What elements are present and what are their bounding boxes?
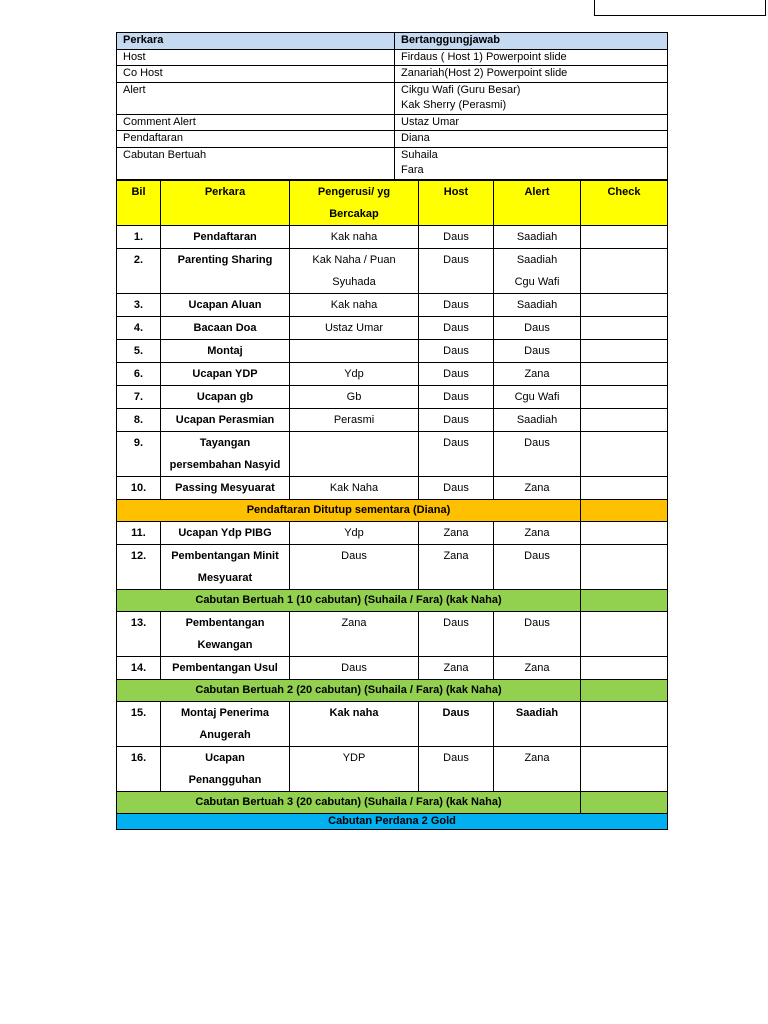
roles-header-perkara: Perkara xyxy=(117,33,395,50)
row-perkara-line: Ucapan gb xyxy=(196,391,254,403)
roles-perkara-cell: Pendaftaran xyxy=(117,131,395,148)
section-band-check-cell xyxy=(581,590,668,612)
row-alert xyxy=(494,386,581,409)
row-check-cell xyxy=(581,522,668,545)
row-alert-line: Daus xyxy=(524,345,550,357)
schedule-header-row xyxy=(117,181,668,226)
row-pengerusi-line: Ydp xyxy=(344,527,364,539)
row-perkara xyxy=(161,522,290,545)
row-pengerusi xyxy=(290,226,419,249)
schedule-table-body xyxy=(117,181,668,830)
row-perkara-line: Mesyuarat xyxy=(197,572,253,584)
row-perkara xyxy=(161,477,290,500)
roles-row xyxy=(117,114,668,131)
row-alert-line: Daus xyxy=(524,617,550,629)
row-pengerusi xyxy=(290,522,419,545)
row-pengerusi xyxy=(290,657,419,680)
row-pengerusi xyxy=(290,612,419,657)
row-pengerusi-line: Kak naha xyxy=(329,707,379,719)
roles-perkara-cell: Host xyxy=(117,49,395,66)
roles-row xyxy=(117,147,668,179)
section-band-check-cell xyxy=(581,680,668,702)
row-perkara xyxy=(161,317,290,340)
row-pengerusi xyxy=(290,340,419,363)
row-alert-line: Saadiah xyxy=(515,707,559,719)
row-host: Zana xyxy=(419,522,494,545)
row-pengerusi xyxy=(290,249,419,294)
row-host: Daus xyxy=(419,363,494,386)
row-alert-line: Zana xyxy=(524,752,550,764)
row-pengerusi-line: Kak Naha xyxy=(329,482,379,494)
row-alert xyxy=(494,702,581,747)
row-check-cell xyxy=(581,432,668,477)
row-perkara-line: Montaj xyxy=(207,345,243,357)
schedule-row xyxy=(117,747,668,792)
row-perkara xyxy=(161,340,290,363)
row-check-cell xyxy=(581,612,668,657)
row-alert-line: Zana xyxy=(524,527,550,539)
schedule-row xyxy=(117,340,668,363)
row-check-cell xyxy=(581,747,668,792)
row-number: 5. xyxy=(117,340,161,363)
row-host: Daus xyxy=(419,249,494,294)
schedule-table xyxy=(116,180,668,830)
roles-perkara-cell: Alert xyxy=(117,82,395,114)
row-pengerusi xyxy=(290,294,419,317)
roles-row xyxy=(117,82,668,114)
row-perkara-line: Ucapan xyxy=(205,752,245,764)
row-pengerusi-line: Kak naha xyxy=(330,299,378,311)
row-number: 4. xyxy=(117,317,161,340)
row-alert-line: Saadiah xyxy=(516,299,558,311)
row-number: 9. xyxy=(117,432,161,477)
row-number: 13. xyxy=(117,612,161,657)
row-host: Daus xyxy=(419,409,494,432)
row-perkara-line: Pendaftaran xyxy=(193,231,257,243)
row-perkara xyxy=(161,363,290,386)
row-alert-line: Zana xyxy=(524,368,550,380)
roles-perkara-cell: Comment Alert xyxy=(117,114,395,131)
section-band-text: Cabutan Perdana 2 Gold xyxy=(117,814,668,830)
schedule-row xyxy=(117,657,668,680)
row-pengerusi-line: Perasmi xyxy=(333,414,375,426)
row-perkara xyxy=(161,747,290,792)
row-number: 14. xyxy=(117,657,161,680)
row-number: 6. xyxy=(117,363,161,386)
row-perkara xyxy=(161,226,290,249)
roles-responsible-line: Zanariah(Host 2) Powerpoint slide xyxy=(401,67,568,79)
row-number: 7. xyxy=(117,386,161,409)
row-check-cell xyxy=(581,294,668,317)
row-host: Zana xyxy=(419,657,494,680)
roles-row xyxy=(117,49,668,66)
roles-responsible-cell xyxy=(395,49,668,66)
row-perkara-line: Pembentangan xyxy=(185,617,265,629)
row-alert xyxy=(494,363,581,386)
row-perkara xyxy=(161,545,290,590)
row-number: 1. xyxy=(117,226,161,249)
row-host: Daus xyxy=(419,226,494,249)
row-alert xyxy=(494,294,581,317)
row-perkara xyxy=(161,294,290,317)
row-perkara-line: Passing Mesyuarat xyxy=(175,482,275,494)
row-perkara-line: Anugerah xyxy=(199,729,251,741)
row-check-cell xyxy=(581,363,668,386)
row-check-cell xyxy=(581,386,668,409)
roles-perkara-cell: Co Host xyxy=(117,66,395,83)
row-pengerusi-line: Gb xyxy=(346,391,362,403)
row-pengerusi-line: Kak Naha / Puan xyxy=(312,254,396,266)
row-alert xyxy=(494,317,581,340)
row-alert-line: Cgu Wafi xyxy=(514,276,560,288)
row-alert xyxy=(494,477,581,500)
row-host: Zana xyxy=(419,545,494,590)
row-perkara xyxy=(161,249,290,294)
section-band-row xyxy=(117,500,668,522)
section-band-row xyxy=(117,792,668,814)
roles-responsible-cell xyxy=(395,131,668,148)
row-alert xyxy=(494,249,581,294)
section-band-text: Cabutan Bertuah 3 (20 cabutan) (Suhaila / Fara) (kak Naha) xyxy=(117,792,581,814)
row-number: 12. xyxy=(117,545,161,590)
roles-responsible-line: Ustaz Umar xyxy=(401,115,460,128)
row-check-cell xyxy=(581,702,668,747)
roles-row xyxy=(117,131,668,148)
row-alert-line: Daus xyxy=(524,550,550,562)
roles-header-row xyxy=(117,33,668,50)
row-host: Daus xyxy=(419,747,494,792)
header-alert: Alert xyxy=(494,181,581,226)
roles-responsible-line: Kak Sherry (Perasmi) xyxy=(401,99,507,111)
row-check-cell xyxy=(581,226,668,249)
roles-responsible-cell xyxy=(395,66,668,83)
row-pengerusi xyxy=(290,545,419,590)
header-pengerusi-line-1: Pengerusi/ yg xyxy=(317,186,391,198)
schedule-row xyxy=(117,363,668,386)
row-perkara xyxy=(161,612,290,657)
row-perkara-line: Ucapan Ydp PIBG xyxy=(178,527,272,539)
header-host: Host xyxy=(419,181,494,226)
row-number: 11. xyxy=(117,522,161,545)
row-alert-line: Saadiah xyxy=(516,414,558,426)
row-alert xyxy=(494,340,581,363)
row-alert-line: Cgu Wafi xyxy=(514,391,560,403)
roles-responsible-cell xyxy=(395,82,668,114)
section-band-check-cell xyxy=(581,792,668,814)
row-alert xyxy=(494,545,581,590)
row-host: Daus xyxy=(419,612,494,657)
section-band-row xyxy=(117,590,668,612)
row-perkara-line: Kewangan xyxy=(197,639,253,651)
row-perkara-line: Pembentangan Minit xyxy=(171,550,279,562)
roles-responsible-cell xyxy=(395,114,668,131)
roles-responsible-line: Cikgu Wafi (Guru Besar) xyxy=(401,83,521,96)
schedule-row xyxy=(117,432,668,477)
section-band-check-cell xyxy=(581,500,668,522)
row-host: Daus xyxy=(419,294,494,317)
roles-table-body xyxy=(117,33,668,180)
row-alert xyxy=(494,747,581,792)
row-alert xyxy=(494,432,581,477)
roles-responsible-line: Firdaus ( Host 1) Powerpoint slide xyxy=(401,50,567,63)
row-host: Daus xyxy=(419,340,494,363)
row-perkara xyxy=(161,432,290,477)
row-alert-line: Saadiah xyxy=(516,254,558,266)
row-perkara xyxy=(161,409,290,432)
row-number: 3. xyxy=(117,294,161,317)
schedule-row xyxy=(117,702,668,747)
row-perkara-line: persembahan Nasyid xyxy=(169,459,281,471)
row-pengerusi-line: Syuhada xyxy=(332,276,376,288)
top-right-box xyxy=(594,0,766,16)
row-pengerusi-line: YDP xyxy=(342,752,366,764)
row-number: 15. xyxy=(117,702,161,747)
schedule-row xyxy=(117,386,668,409)
row-alert-line: Saadiah xyxy=(516,231,558,243)
row-number: 8. xyxy=(117,409,161,432)
roles-responsible-line: Fara xyxy=(401,164,424,176)
row-alert-line: Daus xyxy=(524,322,550,334)
row-alert-line: Zana xyxy=(524,662,550,674)
row-host: Daus xyxy=(419,432,494,477)
schedule-row xyxy=(117,294,668,317)
row-pengerusi-line: Daus xyxy=(341,662,367,674)
row-perkara-line: Bacaan Doa xyxy=(193,322,257,334)
row-perkara xyxy=(161,657,290,680)
roles-responsible-cell xyxy=(395,147,668,179)
section-band-row xyxy=(117,680,668,702)
section-band-text: Pendaftaran Ditutup sementara (Diana) xyxy=(117,500,581,522)
section-band-row xyxy=(117,814,668,830)
row-pengerusi xyxy=(290,432,419,477)
row-perkara xyxy=(161,386,290,409)
section-band-text: Cabutan Bertuah 1 (10 cabutan) (Suhaila / Fara) (kak Naha) xyxy=(117,590,581,612)
row-alert xyxy=(494,226,581,249)
row-number: 16. xyxy=(117,747,161,792)
row-check-cell xyxy=(581,249,668,294)
row-pengerusi xyxy=(290,317,419,340)
schedule-row xyxy=(117,545,668,590)
row-pengerusi-line: Zana xyxy=(341,617,367,629)
row-perkara-line: Penangguhan xyxy=(188,774,262,786)
row-pengerusi xyxy=(290,477,419,500)
row-perkara-line: Ucapan YDP xyxy=(192,368,258,380)
row-perkara-line: Pembentangan Usul xyxy=(172,662,278,674)
row-pengerusi-line: Kak naha xyxy=(330,231,378,243)
row-perkara-line: Montaj Penerima xyxy=(180,707,270,719)
header-perkara: Perkara xyxy=(161,181,290,226)
section-band-text: Cabutan Bertuah 2 (20 cabutan) (Suhaila / Fara) (kak Naha) xyxy=(117,680,581,702)
row-alert xyxy=(494,409,581,432)
roles-table xyxy=(116,32,668,180)
roles-row xyxy=(117,66,668,83)
row-check-cell xyxy=(581,317,668,340)
row-check-cell xyxy=(581,545,668,590)
header-check: Check xyxy=(581,181,668,226)
row-perkara-line: Parenting Sharing xyxy=(177,254,273,266)
roles-header-bertanggungjawab: Bertanggungjawab xyxy=(395,33,668,50)
header-bil: Bil xyxy=(117,181,161,226)
row-pengerusi-line: Daus xyxy=(341,550,367,562)
schedule-row xyxy=(117,522,668,545)
roles-responsible-line: Suhaila xyxy=(401,148,438,161)
row-alert-line: Zana xyxy=(524,482,550,494)
row-alert xyxy=(494,612,581,657)
row-number: 2. xyxy=(117,249,161,294)
row-pengerusi-line: Ustaz Umar xyxy=(324,322,384,334)
row-alert xyxy=(494,657,581,680)
row-perkara-line: Tayangan xyxy=(199,437,251,449)
row-pengerusi xyxy=(290,702,419,747)
row-perkara-line: Ucapan Aluan xyxy=(188,299,262,311)
row-check-cell xyxy=(581,657,668,680)
header-pengerusi xyxy=(290,181,419,226)
row-alert xyxy=(494,522,581,545)
row-host: Daus xyxy=(419,317,494,340)
row-pengerusi-line: Ydp xyxy=(344,368,364,380)
schedule-row xyxy=(117,612,668,657)
row-host: Daus xyxy=(419,702,494,747)
row-check-cell xyxy=(581,340,668,363)
row-alert-line: Daus xyxy=(524,437,550,449)
row-pengerusi xyxy=(290,363,419,386)
row-number: 10. xyxy=(117,477,161,500)
schedule-row xyxy=(117,249,668,294)
roles-perkara-cell: Cabutan Bertuah xyxy=(117,147,395,179)
schedule-row xyxy=(117,226,668,249)
row-host: Daus xyxy=(419,477,494,500)
roles-responsible-line: Diana xyxy=(401,132,430,144)
row-host: Daus xyxy=(419,386,494,409)
row-check-cell xyxy=(581,409,668,432)
row-check-cell xyxy=(581,477,668,500)
schedule-row xyxy=(117,477,668,500)
row-pengerusi xyxy=(290,409,419,432)
row-perkara xyxy=(161,702,290,747)
schedule-row xyxy=(117,317,668,340)
row-perkara-line: Ucapan Perasmian xyxy=(175,414,275,426)
row-pengerusi xyxy=(290,747,419,792)
row-pengerusi xyxy=(290,386,419,409)
header-pengerusi-line-2: Bercakap xyxy=(329,208,379,220)
schedule-row xyxy=(117,409,668,432)
